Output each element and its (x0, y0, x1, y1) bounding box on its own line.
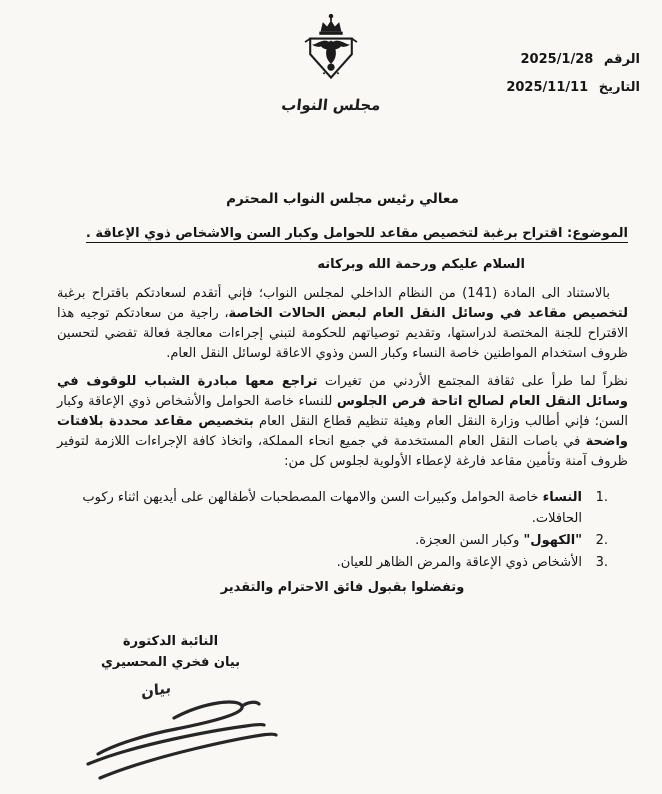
salutation: معالي رئيس مجلس النواب المحترم (226, 191, 459, 207)
reference-date-label: التاريخ (598, 80, 640, 95)
signatory-block (73, 631, 268, 673)
reference-date-value: 2025/11/11 (506, 80, 589, 95)
list-item-text: "الكهول" وكبار السن العجزة. (415, 533, 582, 548)
reference-number-value: 2025/1/28 (520, 52, 594, 67)
greeting: السلام عليكم ورحمة الله وبركاته (317, 257, 525, 272)
parliament-name-calligraphy: مجلس النواب (280, 96, 382, 114)
list-item-text: النساء خاصة الحوامل وكبيرات السن والامهات المصطحبات لأطفالهن على أيديهن اثناء ركوب الحافلات. (82, 490, 582, 526)
list-item (57, 552, 608, 573)
list-item-number: 3. (595, 555, 608, 570)
list-item (57, 487, 608, 529)
closing-phrase: وتفضلوا بقبول فائق الاحترام والتقدير (220, 580, 465, 595)
signatory-title: النائبة الدكتورة (122, 634, 219, 649)
priority-list (57, 487, 628, 574)
list-item (57, 530, 608, 551)
letter-body-column (57, 0, 628, 794)
subject-text: الموضوع: اقتراح برغبة لتخصيص مقاعد للحوامل وكبار السن والاشخاص ذوي الإعاقة . (85, 226, 628, 241)
signatory-name: بيان فخري المحسيري (100, 655, 241, 670)
body-paragraph-2: نظراً لما طرأ على ثقافة المجتمع الأردني من تغيرات تراجع معها مبادرة الشباب للوقوف في وسائل النقل العام لصالح اتاحة فرص الجلوس للنساء خاصة الحوامل والأشخاص ذوي الإعاقة وكبار السن؛ فإني أطالب وزارة النقل العام وهيئة تنظيم قطاع النقل العام بتخصيص مقاعد محددة بلافتات واضحة في باصات النقل العام المستخدمة في جميع انحاء المملكة، واتخاذ كافة الإجراءات اللازمة لتوفير ظروف آمنة وتأمين مقاعد فارغة لإعطاء الأولوية لجلوس كل من: (57, 374, 629, 469)
list-item-number: 1. (595, 490, 608, 505)
list-item-number: 2. (595, 533, 608, 548)
body-paragraph-1: بالاستناد الى المادة (141) من النظام الداخلي لمجلس النواب؛ فإني أتقدم لسعادتكم باقتراح برغبة لتخصيص مقاعد في وسائل النقل العام لبعض الحالات الخاصة، راجية من سعادتكم توجيه هذا الاقتراح للجنة المختصة لدراستها، وتقديم توصياتهم للحكومة لتبني إجراءات معالجة فعالة تفضي لتحسين ظروف استخدام المواطنين خاصة النساء وكبار السن وذوي الاعاقة لوسائل النقل العام. (57, 286, 628, 361)
list-item-text: الأشخاص ذوي الإعاقة والمرض الظاهر للعيان. (336, 555, 582, 570)
handwritten-signature (66, 688, 326, 788)
subject-line (57, 224, 628, 244)
reference-number-label: الرقم (603, 52, 640, 67)
handwritten-name: بيان (140, 678, 172, 702)
